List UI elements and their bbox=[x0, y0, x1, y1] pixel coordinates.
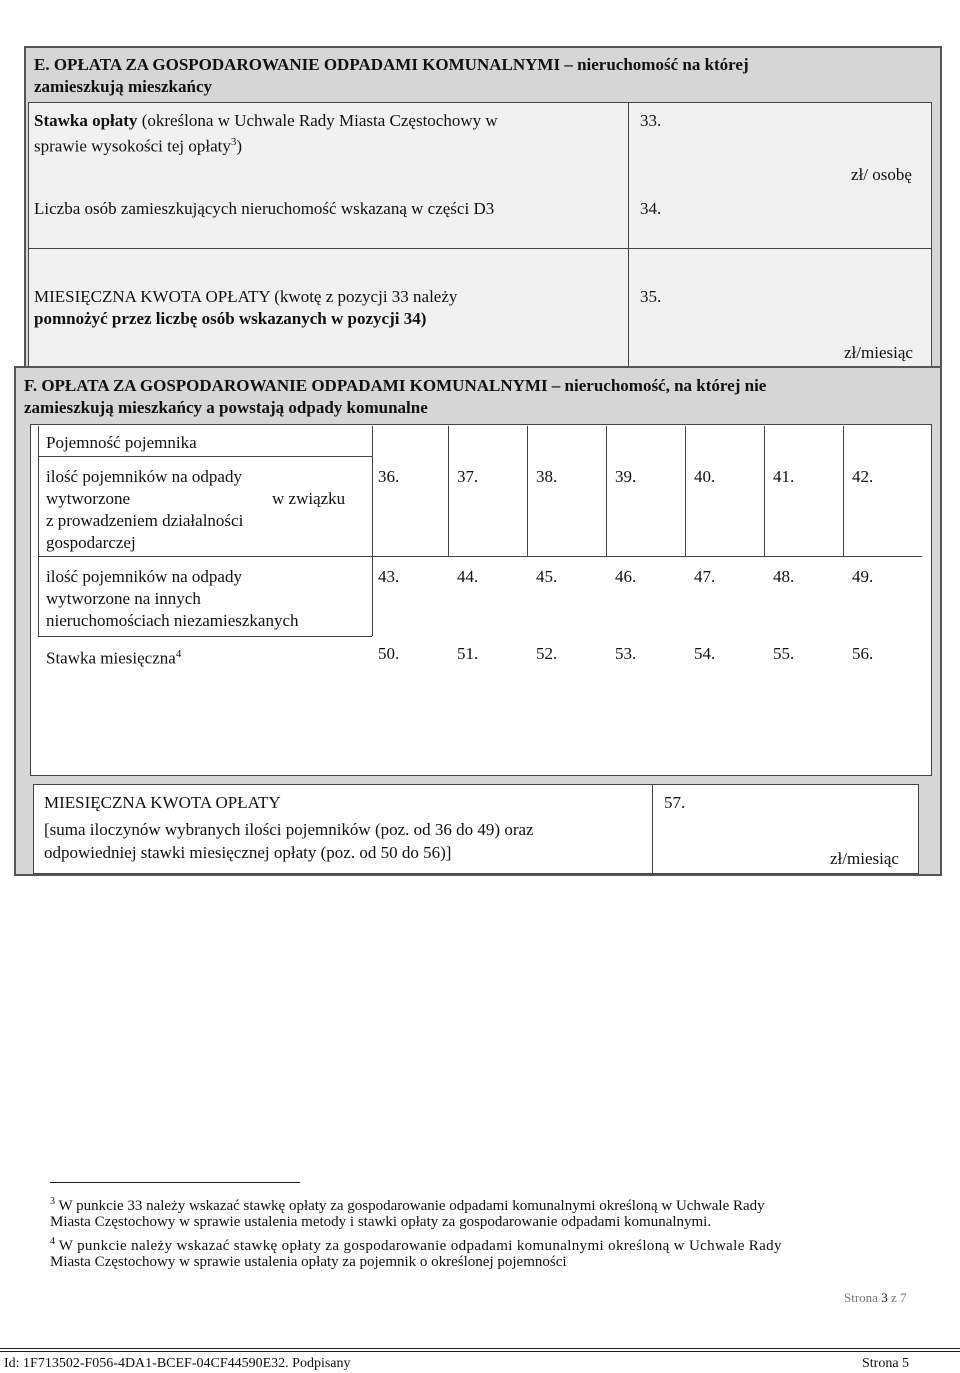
footnote-3-line2: Miasta Częstochowy w sprawie ustalenia metody i stawki opłaty za gospodarowanie odpadami komunalnymi. bbox=[50, 1214, 712, 1230]
section-e-row-divider bbox=[28, 248, 932, 249]
table-left-line bbox=[38, 426, 39, 636]
rate-monthly-label: Stawka miesięczna$^4$ bbox=[46, 648, 182, 668]
page-number-internal: Strona 3 z 7 bbox=[844, 1290, 907, 1305]
monthly-f-line2: [suma iloczynów wybranych ilości pojemników (poz. od 36 do 49) oraz bbox=[44, 820, 534, 839]
footer-separator-2 bbox=[0, 1351, 960, 1352]
footnote-4-line2: Miasta Częstochowy w sprawie ustalenia opłaty za pojemnik o określonej pojemności bbox=[50, 1254, 567, 1270]
field-50[interactable]: 50. bbox=[378, 644, 400, 663]
field-48[interactable]: 48. bbox=[773, 567, 795, 586]
table-label-divider bbox=[372, 426, 373, 636]
footnote-separator bbox=[50, 1182, 300, 1183]
col-divider-4 bbox=[685, 426, 686, 556]
section-e-title-line2: zamieszkują mieszkańcy bbox=[34, 77, 213, 96]
monthly-f-title: MIESIĘCZNA KWOTA OPŁATY bbox=[44, 793, 281, 812]
field-35[interactable]: 35. bbox=[640, 287, 662, 306]
field-36[interactable]: 36. bbox=[378, 467, 400, 486]
row2-line3: nieruchomościach niezamieszkanych bbox=[46, 611, 299, 630]
footer-separator bbox=[0, 1348, 960, 1349]
section-f-title-line1: F. OPŁATA ZA GOSPODAROWANIE ODPADAMI KOMUNALNYMI – nieruchomość, na której nie bbox=[24, 376, 767, 395]
field-53[interactable]: 53. bbox=[615, 644, 637, 663]
field-38[interactable]: 38. bbox=[536, 467, 558, 486]
document-id: Id: 1F713502-F056-4DA1-BCEF-04CF44590E32. Podpisany bbox=[4, 1356, 351, 1371]
footnote-3-line1: $^3$ W punkcie 33 należy wskazać stawkę opłaty za gospodarowanie odpadami komunalnymi określoną w Uchwale Rady bbox=[50, 1196, 765, 1214]
col-divider-5 bbox=[764, 426, 765, 556]
field-39[interactable]: 39. bbox=[615, 467, 637, 486]
rate-label-line2: sprawie wysokości tej opłaty$^3$) bbox=[34, 136, 243, 156]
field-57[interactable]: 57. bbox=[664, 793, 686, 812]
footnote-4-line1: $^4$ W punkcie należy wskazać stawkę opłaty za gospodarowanie odpadami komunalnymi określoną w Uchwale Rady bbox=[50, 1236, 782, 1254]
field-45[interactable]: 45. bbox=[536, 567, 558, 586]
row1-line1: ilość pojemników na odpady bbox=[46, 467, 242, 486]
field-54[interactable]: 54. bbox=[694, 644, 716, 663]
persons-label: Liczba osób zamieszkujących nieruchomość wskazaną w części D3 bbox=[34, 199, 495, 218]
field-37[interactable]: 37. bbox=[457, 467, 479, 486]
row2-divider bbox=[38, 636, 372, 637]
unit-per-person: zł/ osobę bbox=[851, 165, 912, 184]
row2-line1: ilość pojemników na odpady bbox=[46, 567, 242, 586]
col-divider-1 bbox=[448, 426, 449, 556]
row2-line2: wytworzone na innych bbox=[46, 589, 201, 608]
row1-line2a: wytworzone bbox=[46, 489, 131, 508]
field-56[interactable]: 56. bbox=[852, 644, 874, 663]
col-divider-6 bbox=[843, 426, 844, 556]
field-47[interactable]: 47. bbox=[694, 567, 716, 586]
monthly-e-line1: MIESIĘCZNA KWOTA OPŁATY (kwotę z pozycji 33 należy bbox=[34, 287, 458, 306]
field-46[interactable]: 46. bbox=[615, 567, 637, 586]
footer-page-number: Strona 5 bbox=[862, 1356, 910, 1371]
row1-divider bbox=[38, 556, 922, 557]
capacity-row-divider bbox=[38, 456, 372, 457]
field-42[interactable]: 42. bbox=[852, 467, 874, 486]
section-e-title-line1: E. OPŁATA ZA GOSPODAROWANIE ODPADAMI KOMUNALNYMI – nieruchomość na której bbox=[34, 55, 749, 74]
capacity-label: Pojemność pojemnika bbox=[46, 433, 197, 452]
section-e-divider-2 bbox=[628, 248, 629, 368]
monthly-f-line3: odpowiedniej stawki miesięcznej opłaty (poz. od 50 do 56)] bbox=[44, 843, 452, 862]
field-52[interactable]: 52. bbox=[536, 644, 558, 663]
rate-label-line1: Stawka opłaty (określona w Uchwale Rady Miasta Częstochowy w bbox=[34, 111, 498, 130]
unit-month-f: zł/miesiąc bbox=[830, 849, 899, 868]
field-40[interactable]: 40. bbox=[694, 467, 716, 486]
row1-line3: z prowadzeniem działalności bbox=[46, 511, 244, 530]
field-44[interactable]: 44. bbox=[457, 567, 479, 586]
monthly-e-line2: pomnożyć przez liczbę osób wskazanych w pozycji 34) bbox=[34, 309, 427, 328]
field-41[interactable]: 41. bbox=[773, 467, 795, 486]
monthly-f-divider bbox=[652, 784, 653, 874]
col-divider-3 bbox=[606, 426, 607, 556]
field-51[interactable]: 51. bbox=[457, 644, 479, 663]
col-divider-2 bbox=[527, 426, 528, 556]
row1-line4: gospodarczej bbox=[46, 533, 136, 552]
field-34[interactable]: 34. bbox=[640, 199, 662, 218]
unit-month-e: zł/miesiąc bbox=[844, 343, 913, 362]
field-49[interactable]: 49. bbox=[852, 567, 874, 586]
field-33[interactable]: 33. bbox=[640, 111, 662, 130]
field-43[interactable]: 43. bbox=[378, 567, 400, 586]
row1-line2b: w związku bbox=[272, 489, 346, 508]
section-f-title-line2: zamieszkują mieszkańcy a powstają odpady komunalne bbox=[24, 398, 428, 417]
field-55[interactable]: 55. bbox=[773, 644, 795, 663]
section-e-divider bbox=[628, 102, 629, 248]
